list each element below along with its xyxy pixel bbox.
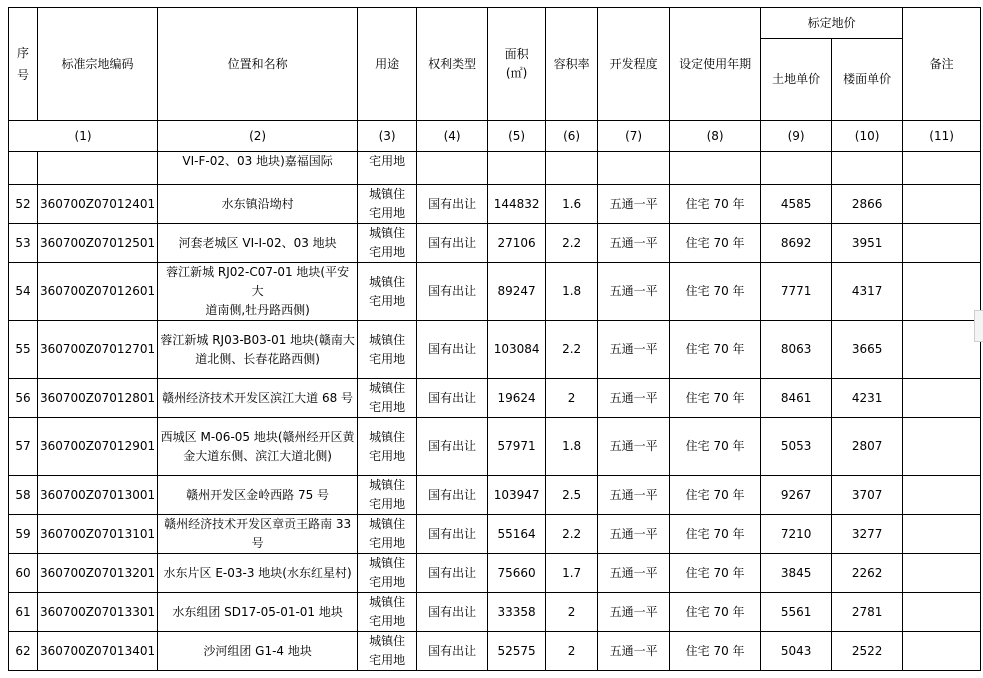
cell-dev-level: 五通一平 bbox=[598, 554, 670, 593]
cell-dev-level: 五通一平 bbox=[598, 476, 670, 515]
cont-area bbox=[488, 152, 546, 185]
index-cell: (4) bbox=[417, 121, 488, 152]
header-area bbox=[488, 8, 546, 121]
cell-floor-price: 2807 bbox=[832, 418, 903, 476]
header-dev-level: 开发程度 bbox=[598, 8, 670, 121]
usage-line: 宅用地 bbox=[369, 653, 406, 667]
cell-floor-price: 2522 bbox=[832, 632, 903, 671]
index-cell: (5) bbox=[488, 121, 546, 152]
index-cell: (7) bbox=[598, 121, 670, 152]
usage-line: 宅用地 bbox=[369, 400, 406, 414]
location-line: 沙河组团 G1-4 地块 bbox=[203, 643, 312, 658]
cell-area: 103084 bbox=[488, 321, 546, 379]
index-cell: (8) bbox=[670, 121, 761, 152]
cell-far: 2.5 bbox=[546, 476, 598, 515]
usage-line: 城镇住 bbox=[369, 429, 406, 444]
table-row bbox=[9, 515, 981, 554]
header-floor-price: 楼面单价 bbox=[832, 39, 903, 121]
cont-usage: 宅用地 bbox=[358, 152, 417, 185]
cell-remark bbox=[903, 263, 981, 321]
cell-area: 27106 bbox=[488, 224, 546, 263]
location-line: 道南侧,牡丹路西侧) bbox=[205, 303, 310, 317]
cell-dev-level: 五通一平 bbox=[598, 224, 670, 263]
table-row bbox=[9, 224, 981, 263]
cont-seq bbox=[9, 152, 38, 185]
cell-far: 1.8 bbox=[546, 263, 598, 321]
index-cell: (10) bbox=[832, 121, 903, 152]
cell-usage bbox=[358, 632, 417, 671]
cell-land-price: 8063 bbox=[761, 321, 832, 379]
usage-line: 城镇住 bbox=[369, 517, 406, 531]
scroll-handle[interactable] bbox=[974, 310, 983, 342]
cell-dev-level: 五通一平 bbox=[598, 418, 670, 476]
cont-code bbox=[38, 152, 158, 185]
table-row bbox=[9, 476, 981, 515]
index-cell: (2) bbox=[158, 121, 358, 152]
location-line: 赣州开发区金岭西路 75 号 bbox=[186, 487, 330, 502]
usage-line: 城镇住 bbox=[369, 226, 406, 240]
cell-land-price: 7771 bbox=[761, 263, 832, 321]
continued-row bbox=[9, 152, 981, 185]
usage-line: 城镇住 bbox=[369, 187, 406, 201]
cell-code: 360700Z07013101 bbox=[38, 515, 158, 554]
cell-code: 360700Z07012801 bbox=[38, 379, 158, 418]
cell-seq: 58 bbox=[9, 476, 38, 515]
usage-line: 城镇住 bbox=[369, 595, 406, 609]
cell-term: 住宅 70 年 bbox=[670, 263, 761, 321]
cell-usage bbox=[358, 593, 417, 632]
cell-floor-price: 3707 bbox=[832, 476, 903, 515]
location-line: 水东镇沿坳村 bbox=[221, 196, 294, 211]
cell-seq: 62 bbox=[9, 632, 38, 671]
cell-area: 144832 bbox=[488, 185, 546, 224]
header-price-group: 标定地价 bbox=[761, 8, 903, 39]
cell-area: 52575 bbox=[488, 632, 546, 671]
table-row bbox=[9, 379, 981, 418]
cell-dev-level: 五通一平 bbox=[598, 185, 670, 224]
cell-seq: 60 bbox=[9, 554, 38, 593]
cont-term bbox=[670, 152, 761, 185]
cell-location bbox=[158, 593, 358, 632]
header-remark: 备注 bbox=[903, 8, 981, 121]
cell-area: 57971 bbox=[488, 418, 546, 476]
header-location: 位置和名称 bbox=[158, 8, 358, 121]
cell-land-price: 9267 bbox=[761, 476, 832, 515]
cell-usage bbox=[358, 379, 417, 418]
cell-right-type: 国有出让 bbox=[417, 632, 488, 671]
header-right-type: 权利类型 bbox=[417, 8, 488, 121]
cell-land-price: 3845 bbox=[761, 554, 832, 593]
cell-code: 360700Z07013201 bbox=[38, 554, 158, 593]
usage-line: 宅用地 bbox=[369, 575, 406, 589]
cont-remark bbox=[903, 152, 981, 185]
cell-floor-price: 2781 bbox=[832, 593, 903, 632]
cell-seq: 59 bbox=[9, 515, 38, 554]
usage-line: 宅用地 bbox=[369, 206, 406, 220]
cell-seq: 52 bbox=[9, 185, 38, 224]
cell-code: 360700Z07013001 bbox=[38, 476, 158, 515]
usage-line: 宅用地 bbox=[369, 245, 406, 259]
cell-floor-price: 3665 bbox=[832, 321, 903, 379]
cell-location bbox=[158, 476, 358, 515]
index-cell: (11) bbox=[903, 121, 981, 152]
cell-code: 360700Z07013401 bbox=[38, 632, 158, 671]
cell-code: 360700Z07013301 bbox=[38, 593, 158, 632]
cell-dev-level: 五通一平 bbox=[598, 515, 670, 554]
usage-line: 宅用地 bbox=[369, 536, 406, 550]
cell-remark bbox=[903, 321, 981, 379]
cell-remark bbox=[903, 185, 981, 224]
table-row bbox=[9, 554, 981, 593]
table-row bbox=[9, 185, 981, 224]
cell-term: 住宅 70 年 bbox=[670, 554, 761, 593]
cell-location bbox=[158, 554, 358, 593]
location-line: 金大道东侧、滨江大道北侧) bbox=[183, 448, 332, 463]
header-far: 容积率 bbox=[546, 8, 598, 121]
cell-far: 2.2 bbox=[546, 515, 598, 554]
land-price-table bbox=[8, 7, 981, 671]
cont-far bbox=[546, 152, 598, 185]
index-cell: (1) bbox=[9, 121, 158, 152]
cell-area: 75660 bbox=[488, 554, 546, 593]
cell-term: 住宅 70 年 bbox=[670, 476, 761, 515]
cell-right-type: 国有出让 bbox=[417, 379, 488, 418]
cont-location: VI-F-02、03 地块)嘉福国际 bbox=[158, 152, 358, 185]
cell-right-type: 国有出让 bbox=[417, 476, 488, 515]
cell-dev-level: 五通一平 bbox=[598, 593, 670, 632]
cell-code: 360700Z07012401 bbox=[38, 185, 158, 224]
cell-far: 1.7 bbox=[546, 554, 598, 593]
cell-seq: 56 bbox=[9, 379, 38, 418]
cell-area: 55164 bbox=[488, 515, 546, 554]
index-cell: (6) bbox=[546, 121, 598, 152]
cell-floor-price: 3951 bbox=[832, 224, 903, 263]
cell-right-type: 国有出让 bbox=[417, 321, 488, 379]
cell-right-type: 国有出让 bbox=[417, 185, 488, 224]
cell-land-price: 5043 bbox=[761, 632, 832, 671]
usage-line: 宅用地 bbox=[369, 448, 406, 463]
usage-line: 城镇住 bbox=[369, 274, 406, 289]
location-line: 道北侧、长春花路西侧) bbox=[195, 351, 320, 366]
usage-line: 城镇住 bbox=[369, 478, 406, 492]
cell-floor-price: 4231 bbox=[832, 379, 903, 418]
cell-code: 360700Z07012701 bbox=[38, 321, 158, 379]
cell-remark bbox=[903, 515, 981, 554]
cell-far: 2 bbox=[546, 379, 598, 418]
cell-area: 19624 bbox=[488, 379, 546, 418]
cell-land-price: 5053 bbox=[761, 418, 832, 476]
cell-seq: 55 bbox=[9, 321, 38, 379]
index-cell: (9) bbox=[761, 121, 832, 152]
location-line: 蓉江新城 RJ03-B03-01 地块(赣南大 bbox=[160, 332, 355, 347]
cell-dev-level: 五通一平 bbox=[598, 632, 670, 671]
cell-code: 360700Z07012901 bbox=[38, 418, 158, 476]
cont-dev bbox=[598, 152, 670, 185]
cell-far: 1.8 bbox=[546, 418, 598, 476]
table-row bbox=[9, 418, 981, 476]
cell-remark bbox=[903, 224, 981, 263]
cell-location bbox=[158, 185, 358, 224]
usage-line: 宅用地 bbox=[369, 497, 406, 511]
cell-location bbox=[158, 379, 358, 418]
header-usage: 用途 bbox=[358, 8, 417, 121]
cell-usage bbox=[358, 554, 417, 593]
cell-remark bbox=[903, 476, 981, 515]
cell-term: 住宅 70 年 bbox=[670, 321, 761, 379]
cell-usage bbox=[358, 224, 417, 263]
cell-location bbox=[158, 515, 358, 554]
cell-far: 2.2 bbox=[546, 224, 598, 263]
location-line: 蓉江新城 RJ02-C07-01 地块(平安大 bbox=[166, 265, 350, 298]
cell-area: 33358 bbox=[488, 593, 546, 632]
table-row bbox=[9, 593, 981, 632]
usage-line: 城镇住 bbox=[369, 556, 406, 570]
usage-line: 城镇住 bbox=[369, 332, 406, 347]
usage-line: 宅用地 bbox=[369, 351, 406, 366]
cell-term: 住宅 70 年 bbox=[670, 379, 761, 418]
cell-code: 360700Z07012501 bbox=[38, 224, 158, 263]
cell-term: 住宅 70 年 bbox=[670, 224, 761, 263]
cell-location bbox=[158, 632, 358, 671]
header-seq: 序号 bbox=[9, 8, 38, 121]
cell-land-price: 5561 bbox=[761, 593, 832, 632]
cell-right-type: 国有出让 bbox=[417, 554, 488, 593]
index-row bbox=[9, 121, 981, 152]
cont-floor bbox=[832, 152, 903, 185]
cell-land-price: 7210 bbox=[761, 515, 832, 554]
location-line: 号 bbox=[251, 536, 264, 550]
cell-right-type: 国有出让 bbox=[417, 593, 488, 632]
cell-right-type: 国有出让 bbox=[417, 263, 488, 321]
cell-area: 89247 bbox=[488, 263, 546, 321]
index-cell: (3) bbox=[358, 121, 417, 152]
cell-remark bbox=[903, 593, 981, 632]
usage-line: 宅用地 bbox=[369, 614, 406, 628]
usage-line: 城镇住 bbox=[369, 634, 406, 648]
location-line: 水东片区 E-03-3 地块(水东红星村) bbox=[163, 565, 352, 580]
header-term: 设定使用年期 bbox=[670, 8, 761, 121]
table-row bbox=[9, 321, 981, 379]
cell-usage bbox=[358, 515, 417, 554]
cell-floor-price: 4317 bbox=[832, 263, 903, 321]
location-line: 西城区 M-06-05 地块(赣州经开区黄 bbox=[160, 429, 355, 444]
header-land-price: 土地单价 bbox=[761, 39, 832, 121]
table-row bbox=[9, 263, 981, 321]
cell-floor-price: 3277 bbox=[832, 515, 903, 554]
cell-location bbox=[158, 263, 358, 321]
header-area-label: 面积 bbox=[504, 47, 529, 61]
cell-remark bbox=[903, 379, 981, 418]
table-row bbox=[9, 632, 981, 671]
cell-usage bbox=[358, 263, 417, 321]
cell-land-price: 4585 bbox=[761, 185, 832, 224]
cell-right-type: 国有出让 bbox=[417, 418, 488, 476]
cell-floor-price: 2262 bbox=[832, 554, 903, 593]
location-line: 赣州经济技术开发区章贡王路南 33 bbox=[164, 517, 352, 531]
cell-land-price: 8461 bbox=[761, 379, 832, 418]
cell-remark bbox=[903, 632, 981, 671]
usage-line: 城镇住 bbox=[369, 381, 406, 395]
cell-usage bbox=[358, 185, 417, 224]
cell-usage bbox=[358, 321, 417, 379]
location-line: 河套老城区 VI-I-02、03 地块 bbox=[178, 235, 337, 250]
cell-right-type: 国有出让 bbox=[417, 224, 488, 263]
cell-term: 住宅 70 年 bbox=[670, 593, 761, 632]
cell-right-type: 国有出让 bbox=[417, 515, 488, 554]
cell-dev-level: 五通一平 bbox=[598, 321, 670, 379]
cell-remark bbox=[903, 554, 981, 593]
cell-term: 住宅 70 年 bbox=[670, 515, 761, 554]
header-code: 标准宗地编码 bbox=[38, 8, 158, 121]
cell-term: 住宅 70 年 bbox=[670, 418, 761, 476]
cell-seq: 53 bbox=[9, 224, 38, 263]
cell-far: 2.2 bbox=[546, 321, 598, 379]
cell-seq: 57 bbox=[9, 418, 38, 476]
cell-usage bbox=[358, 476, 417, 515]
cell-seq: 61 bbox=[9, 593, 38, 632]
cont-right bbox=[417, 152, 488, 185]
cell-location bbox=[158, 321, 358, 379]
location-line: 水东组团 SD17-05-01-01 地块 bbox=[172, 604, 343, 619]
cell-dev-level: 五通一平 bbox=[598, 379, 670, 418]
cell-dev-level: 五通一平 bbox=[598, 263, 670, 321]
cont-land bbox=[761, 152, 832, 185]
cell-code: 360700Z07012601 bbox=[38, 263, 158, 321]
cell-far: 2 bbox=[546, 593, 598, 632]
cell-remark bbox=[903, 418, 981, 476]
location-line: 赣州经济技术开发区滨江大道 68 号 bbox=[162, 390, 354, 405]
usage-line: 宅用地 bbox=[369, 293, 406, 308]
cell-term: 住宅 70 年 bbox=[670, 632, 761, 671]
cell-floor-price: 2866 bbox=[832, 185, 903, 224]
cell-land-price: 8692 bbox=[761, 224, 832, 263]
header-row-1 bbox=[9, 8, 981, 39]
header-area-unit: (㎡) bbox=[505, 66, 528, 80]
cell-location bbox=[158, 224, 358, 263]
cell-term: 住宅 70 年 bbox=[670, 185, 761, 224]
cell-location bbox=[158, 418, 358, 476]
cell-far: 2 bbox=[546, 632, 598, 671]
cell-far: 1.6 bbox=[546, 185, 598, 224]
cell-usage bbox=[358, 418, 417, 476]
cell-area: 103947 bbox=[488, 476, 546, 515]
cell-seq: 54 bbox=[9, 263, 38, 321]
